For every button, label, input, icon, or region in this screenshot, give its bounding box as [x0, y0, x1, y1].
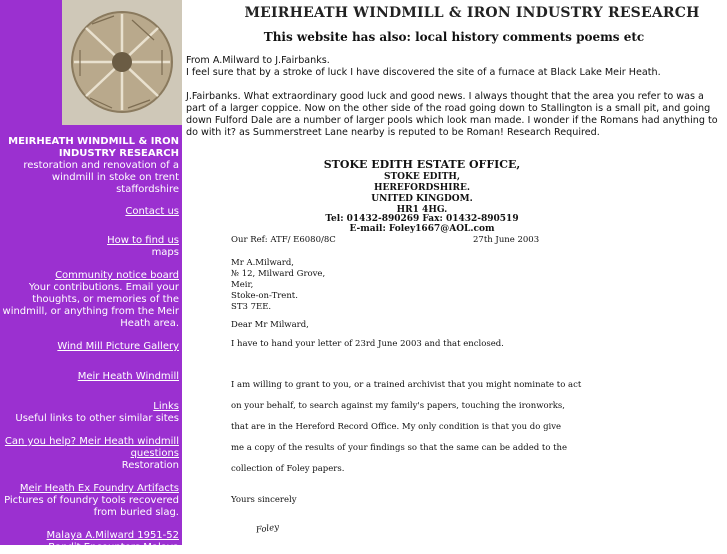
letter-email: E-mail: Foley1667@AOL.com	[349, 224, 495, 234]
letter-closing: Yours sincerely	[231, 495, 297, 505]
letter-line4: that are in the Hereford Record Office. My only condition is that you do give	[231, 422, 562, 432]
letter-to5: ST3 7EE.	[231, 302, 272, 312]
letter-line2: I am willing to grant to you, or a trained archivist that you might nominate to act	[231, 380, 582, 390]
sidebar-link-malaya[interactable]: Malaya A.Milward 1951-52	[46, 530, 179, 541]
sidebar-heading-desc: restoration and renovation of a windmill in stoke on trent staffordshire	[23, 160, 179, 195]
sidebar-desc-links: Useful links to other similar sites	[15, 413, 179, 424]
paragraph-milward-line2: I feel sure that by a stroke of luck I have discovered the site of a furnace at Black Lake Meir Heath.	[186, 67, 661, 78]
letter-addr1: STOKE EDITH,	[383, 172, 461, 182]
sidebar-link-find-us[interactable]: How to find us	[107, 235, 179, 246]
sidebar-link-windmill[interactable]: Meir Heath Windmill	[77, 371, 179, 382]
sidebar-nav	[0, 136, 179, 554]
letter-date: 27th June 2003	[473, 235, 540, 245]
letter-salutation: Dear Mr Milward,	[231, 320, 309, 330]
letter-line3: on your behalf, to search against my family's papers, touching the ironworks,	[231, 401, 565, 411]
sidebar-desc-foundry: Pictures of foundry tools recovered from buried slag.	[4, 495, 179, 518]
paragraph-milward	[186, 55, 722, 79]
site-tagline: This website has also: local history comments poems etc	[263, 30, 645, 44]
letter-ref: Our Ref: ATF/ E6080/8C	[231, 235, 336, 245]
letter-signature: Foley	[255, 522, 280, 536]
sidebar-desc-find-us: maps	[151, 247, 179, 258]
logo-millstone-image	[62, 0, 182, 125]
letter-addr2: HEREFORDSHIRE.	[374, 183, 470, 193]
sidebar-desc-notice-board: Your contributions. Email your thoughts, or memories of the windmill, or anything from the Meir Heath area.	[2, 282, 179, 329]
sidebar-desc-malaya: Bandit Encounters Malaya	[48, 542, 179, 553]
letter-to3: Meir,	[231, 280, 254, 290]
letter-to2: № 12, Milward Grove,	[231, 269, 326, 279]
sidebar-link-help[interactable]: Can you help? Meir Heath windmill questions	[4, 436, 179, 459]
sidebar-link-foundry[interactable]: Meir Heath Ex Foundry Artifacts	[19, 483, 179, 494]
page-title: MEIRHEATH WINDMILL & IRON INDUSTRY RESEARCH	[244, 5, 700, 21]
letter-office: STOKE EDITH ESTATE OFFICE,	[323, 158, 521, 171]
letter-line1: I have to hand your letter of 23rd June 2003 and that enclosed.	[231, 339, 504, 349]
sidebar	[0, 0, 182, 553]
letter-to4: Stoke-on-Trent.	[231, 291, 298, 301]
sidebar-link-gallery[interactable]: Wind Mill Picture Gallery	[57, 341, 179, 352]
letter-addr4: HR1 4HG.	[396, 205, 448, 215]
letter-addr3: UNITED KINGDOM.	[371, 194, 473, 204]
paragraph-fairbanks: J.Fairbanks. What extraordinary good luck and good news. I always thought that the area you refer to was a part of a larger coppice. Now on the other side of the road going down to Stallington is a small pit, and going down Fulford Dale are a number of larger pools which look man made. I wonder if the Romans had anything to do with it? as Summerstreet Lane nearby is reputed to be Roman! Research Required.	[186, 91, 718, 138]
sidebar-link-notice-board[interactable]: Community notice board	[55, 270, 179, 281]
letter-line6: collection of Foley papers.	[231, 464, 345, 474]
letter-line5: me a copy of the results of your findings so that the same can be added to the	[231, 443, 568, 453]
article-text	[186, 55, 722, 151]
sidebar-desc-help: Restoration	[121, 460, 179, 471]
letter-scan-image	[202, 152, 722, 545]
letter-to1: Mr A.Milward,	[231, 258, 294, 268]
sidebar-link-links[interactable]: Links	[153, 401, 179, 412]
paragraph-milward-line1: From A.Milward to J.Fairbanks.	[186, 55, 330, 66]
letter-phone: Tel: 01432-890269 Fax: 01432-890519	[325, 214, 519, 224]
sidebar-heading: MEIRHEATH WINDMILL & IRON INDUSTRY RESEARCH	[8, 136, 179, 159]
sidebar-link-contact[interactable]: Contact us	[125, 206, 179, 217]
